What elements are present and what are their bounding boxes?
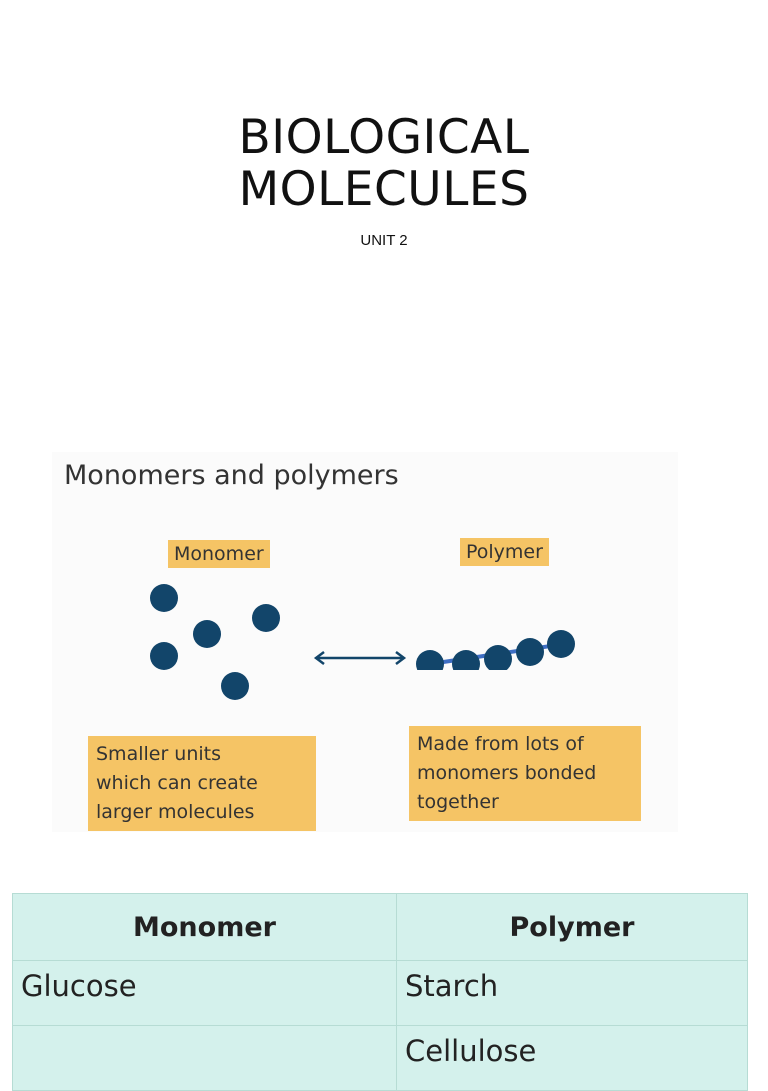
- table-row: [13, 1026, 748, 1091]
- polymer-note-line: together: [417, 791, 499, 813]
- title-slide: [0, 112, 768, 249]
- title-line-2: MOLECULES: [238, 162, 530, 217]
- table-header-row: [13, 894, 748, 961]
- monomer-dot: [252, 604, 280, 632]
- polymer-dot: [452, 650, 480, 670]
- monomer-polymer-table: [12, 893, 748, 1091]
- table-row: [13, 961, 748, 1026]
- table-cell: Cellulose: [397, 1026, 748, 1091]
- polymer-dot: [484, 645, 512, 670]
- monomers-polymers-figure: [52, 452, 678, 832]
- title-line-1: BIOLOGICAL: [238, 110, 530, 165]
- monomer-dot: [150, 642, 178, 670]
- polymer-note-line: Made from lots of: [417, 733, 584, 755]
- monomer-note-line: Smaller units: [96, 743, 222, 765]
- table-cell: Glucose: [13, 961, 397, 1026]
- table-cell: Starch: [397, 961, 748, 1026]
- polymer-dot: [516, 638, 544, 666]
- polymer-chain: [414, 626, 580, 670]
- double-arrow-icon: [312, 650, 408, 666]
- monomer-description: [88, 736, 316, 831]
- slide-subtitle: UNIT 2: [360, 232, 408, 249]
- table-cell: [13, 1026, 397, 1091]
- monomer-tag: Monomer: [168, 540, 270, 568]
- column-header-monomer: Monomer: [13, 894, 397, 961]
- monomer-polymer-table-wrap: [12, 893, 748, 1091]
- monomer-dot: [221, 672, 249, 700]
- polymer-note-line: monomers bonded: [417, 762, 597, 784]
- monomer-dot: [193, 620, 221, 648]
- monomer-note-line: larger molecules: [96, 801, 255, 823]
- monomer-note-line: which can create: [96, 772, 258, 794]
- polymer-description: [409, 726, 641, 821]
- polymer-tag: Polymer: [460, 538, 549, 566]
- polymer-dot: [547, 630, 575, 658]
- figure-heading: Monomers and polymers: [64, 460, 399, 491]
- polymer-dot: [416, 650, 444, 670]
- monomer-dot: [150, 584, 178, 612]
- slide-title: [0, 112, 768, 216]
- column-header-polymer: Polymer: [397, 894, 748, 961]
